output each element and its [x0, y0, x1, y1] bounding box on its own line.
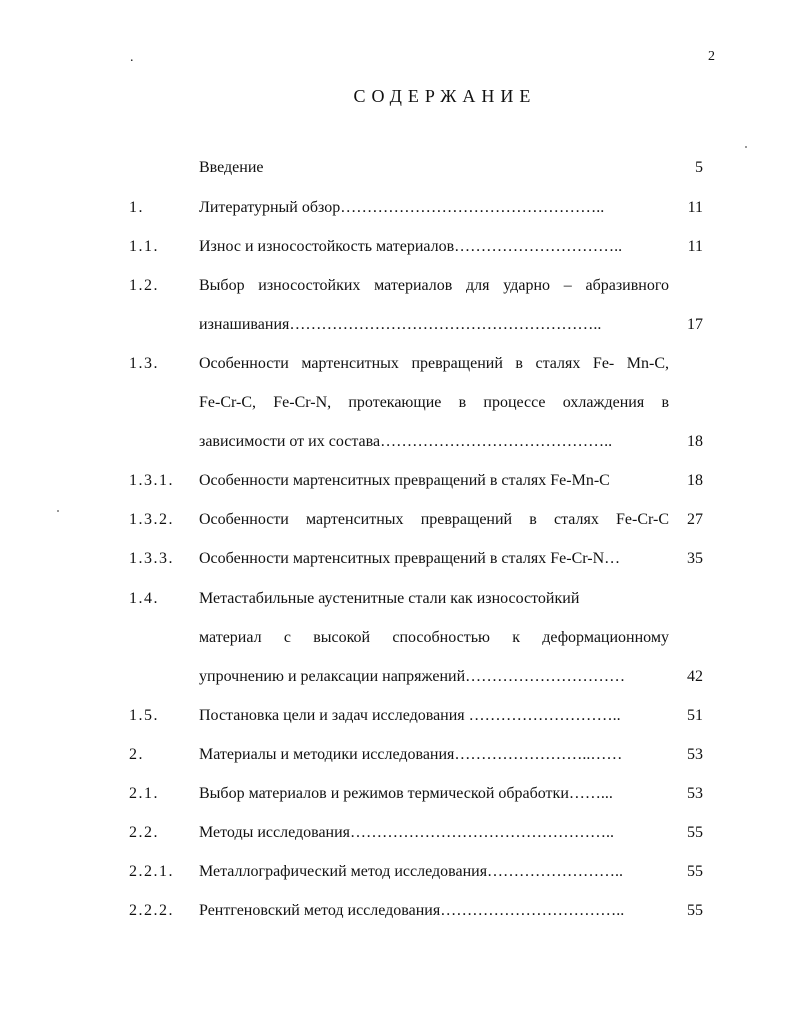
toc-line: [0, 821, 797, 845]
toc-line: [0, 196, 797, 220]
toc-page-number: 11: [687, 238, 703, 255]
toc-page-number: 11: [687, 199, 703, 216]
toc-entry-text: зависимости от их состава……………………………………..: [199, 433, 613, 450]
toc-page-number: 53: [687, 746, 703, 763]
toc-line: [0, 313, 797, 337]
toc-entry-text: упрочнению и релаксации напряжений…………………………: [199, 668, 626, 685]
toc-page-number: 42: [687, 668, 703, 685]
toc-entry-text: Выбор износостойких материалов для ударно – абразивного: [199, 277, 669, 294]
toc-line: [0, 156, 797, 180]
toc-entry-text: Метастабильные аустенитные стали как износостойкий: [199, 590, 580, 607]
toc-line: [0, 547, 797, 571]
toc-entry-text: Методы исследования…………………………………………..: [199, 824, 615, 841]
toc-entry-text: материал с высокой способностью к деформационному: [199, 629, 669, 646]
toc-entry-text: Рентгеновский метод исследования……………………………..: [199, 902, 625, 919]
toc-section-number: 1.3.3.: [129, 550, 174, 567]
toc-section-number: 1.1.: [129, 238, 159, 255]
toc-line: [0, 469, 797, 493]
toc-line: [0, 860, 797, 884]
toc-page-number: 27: [687, 511, 703, 528]
scan-speck: [57, 510, 59, 512]
toc-line: [0, 508, 797, 532]
toc-line: [0, 626, 797, 650]
toc-line: [0, 665, 797, 689]
toc-section-number: 1.4.: [129, 590, 159, 607]
toc-section-number: 2.2.2.: [129, 902, 174, 919]
toc-section-number: 2.: [129, 746, 144, 763]
page-number: 2: [708, 49, 715, 64]
toc-page-number: 35: [687, 550, 703, 567]
toc-entry-text: Особенности мартенситных превращений в сталях Fe- Mn-C,: [199, 355, 669, 372]
toc-page-number: 51: [687, 707, 703, 724]
toc-section-number: 2.2.: [129, 824, 159, 841]
toc-page-number: 55: [687, 863, 703, 880]
toc-entry-text: Особенности мартенситных превращений в сталях Fe-Mn-C: [199, 472, 610, 489]
toc-page-number: 17: [687, 316, 703, 333]
toc-entry-text: Постановка цели и задач исследования ………………………..: [199, 707, 621, 724]
toc-section-number: 2.2.1.: [129, 863, 174, 880]
toc-section-number: 1.2.: [129, 277, 159, 294]
toc-entry-text: Выбор материалов и режимов термической обработки……...: [199, 785, 613, 802]
toc-line: [0, 352, 797, 376]
toc-entry-text: Введение: [199, 159, 264, 176]
toc-section-number: 1.3.: [129, 355, 159, 372]
page-title: СОДЕРЖАНИЕ: [353, 86, 537, 106]
toc-entry-text: изнашивания…………………………………………………..: [199, 316, 602, 333]
toc-entry-text: Особенности мартенситных превращений в сталях Fe-Cr-N…: [199, 550, 621, 567]
toc-line: [0, 899, 797, 923]
toc-page-number: 55: [687, 824, 703, 841]
toc-entry-text: Особенности мартенситных превращений в сталях Fe-Cr-C: [199, 511, 669, 528]
toc-line: [0, 235, 797, 259]
toc-line: [0, 704, 797, 728]
toc-section-number: 1.5.: [129, 707, 159, 724]
toc-entry-text: Fe-Cr-C, Fe-Cr-N, протекающие в процессе охлаждения в: [199, 394, 669, 411]
scan-speck: [745, 146, 747, 148]
toc-section-number: 1.3.1.: [129, 472, 174, 489]
toc-page-number: 18: [687, 472, 703, 489]
toc-line: [0, 782, 797, 806]
toc-entry-text: Износ и износостойкость материалов…………………………..: [199, 238, 623, 255]
corner-dot-mark: .: [130, 50, 134, 65]
toc-line: [0, 743, 797, 767]
toc-section-number: 1.: [129, 199, 144, 216]
toc-page-number: 5: [695, 159, 703, 176]
toc-line: [0, 430, 797, 454]
toc-entry-text: Литературный обзор…………………………………………..: [199, 199, 605, 216]
toc-page-number: 18: [687, 433, 703, 450]
toc-entry-text: Металлографический метод исследования……………………..: [199, 863, 624, 880]
toc-section-number: 1.3.2.: [129, 511, 174, 528]
toc-line: [0, 391, 797, 415]
toc-line: [0, 274, 797, 298]
toc-line: [0, 587, 797, 611]
toc-entry-text: Материалы и методики исследования……………………..……: [199, 746, 623, 763]
toc-page-number: 55: [687, 902, 703, 919]
toc-section-number: 2.1.: [129, 785, 159, 802]
toc-page-number: 53: [687, 785, 703, 802]
